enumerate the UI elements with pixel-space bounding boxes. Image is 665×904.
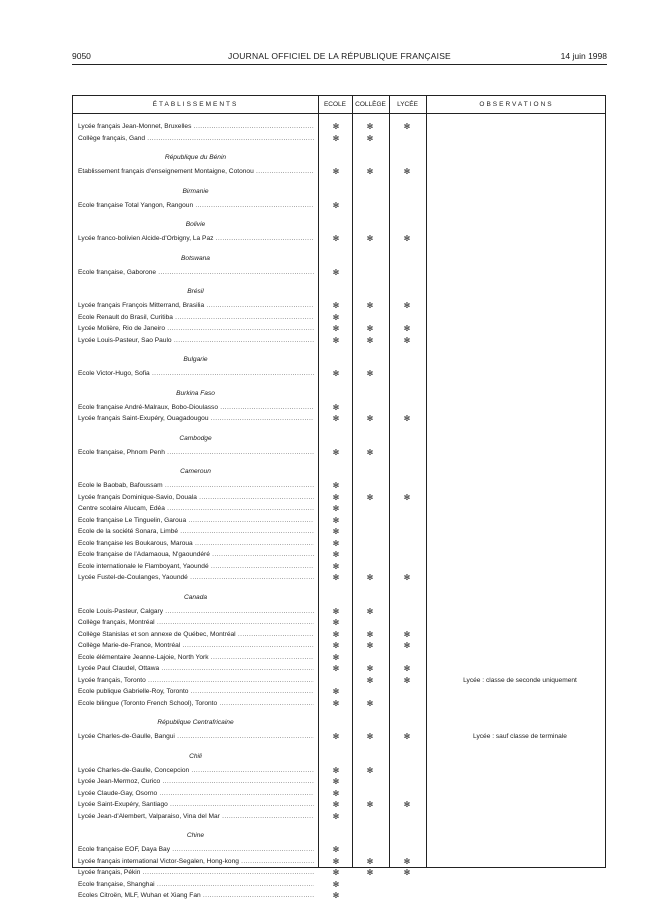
establishment-name: Collège Marie-de-France, Montréal ..... xyxy=(78,642,314,649)
establishment-name: Lycée français Dominique-Savio, Douala ..... xyxy=(78,494,314,501)
country-name: Brésil xyxy=(187,288,204,295)
lycee-mark: ✻ xyxy=(403,234,411,243)
lycee-mark: ✻ xyxy=(403,629,411,639)
ecole-mark: ✻ xyxy=(332,641,340,650)
col-header-college: COLLÈGE xyxy=(355,101,386,108)
country-heading xyxy=(73,589,605,607)
establishment-name: Ecole internationale le Flamboyant, Yaoundé ..... xyxy=(78,563,314,570)
country-name: Cameroun xyxy=(180,468,211,475)
table-body xyxy=(73,123,605,904)
country-heading xyxy=(73,149,605,167)
college-mark: ✻ xyxy=(366,133,374,143)
establishment-name: Ecoles Citroën, MLF, Wuhan et Xiang Fan ..... xyxy=(78,892,314,899)
country-heading xyxy=(73,827,605,845)
country-name: Canada xyxy=(183,593,208,601)
table-row xyxy=(73,269,605,281)
table-row xyxy=(73,700,605,712)
establishment-name: Lycée franco-bolivien Alcide-d'Orbigny, La Paz ..... xyxy=(78,235,314,242)
journal-title: JOURNAL OFFICIEL DE LA RÉPUBLIQUE FRANÇAISE xyxy=(228,51,451,61)
establishment-name: Ecole Renault do Brasil, Curitiba ..... xyxy=(78,314,314,321)
col-header-observations: OBSERVATIONS xyxy=(479,101,554,108)
lycee-mark: ✻ xyxy=(403,301,411,310)
country-heading xyxy=(73,216,605,234)
country-heading xyxy=(73,250,605,268)
college-mark: ✻ xyxy=(366,732,374,741)
establishment-name: Lycée Molière, Rio de Janeiro ..... xyxy=(78,325,314,332)
lycee-mark: ✻ xyxy=(403,641,411,650)
ecole-mark: ✻ xyxy=(332,414,340,423)
establishment-name: Ecole française Le Tinguelin, Garoua ..... xyxy=(78,517,314,524)
lycee-mark: ✻ xyxy=(403,335,411,345)
ecole-mark: ✻ xyxy=(332,788,340,798)
ecole-mark: ✻ xyxy=(332,312,340,322)
ecole-mark: ✻ xyxy=(332,447,340,457)
establishment-name: Etablissement français d'enseignement Montaigne, Cotonou ..... xyxy=(78,168,314,175)
establishment-name: Ecole française Total Yangon, Rangoun ..... xyxy=(78,202,314,209)
ecole-mark: ✻ xyxy=(332,538,340,548)
country-heading xyxy=(73,183,605,201)
establishment-name: Lycée Claude-Gay, Osorno ..... xyxy=(78,790,314,797)
establishment-name: Collège français, Montréal ..... xyxy=(78,619,314,626)
establishment-name: Ecole publique Gabrielle-Roy, Toronto ..... xyxy=(78,688,314,695)
country-heading xyxy=(73,714,605,732)
college-mark: ✻ xyxy=(366,868,374,877)
header-row-divider xyxy=(73,113,605,114)
country-name: République Centrafricaine xyxy=(157,719,234,726)
table-row xyxy=(73,665,605,677)
publication-date: 14 juin 1998 xyxy=(560,51,607,61)
ecole-mark: ✻ xyxy=(332,550,340,559)
country-name: Birmanie xyxy=(182,187,209,195)
establishment-name: Lycée Saint-Exupéry, Santiago ..... xyxy=(78,801,314,808)
country-heading xyxy=(73,430,605,448)
college-mark: ✻ xyxy=(366,301,374,310)
ecole-mark: ✻ xyxy=(332,629,340,639)
ecole-mark: ✻ xyxy=(332,856,340,866)
country-heading xyxy=(73,748,605,766)
ecole-mark: ✻ xyxy=(332,167,340,176)
table-row xyxy=(73,733,605,745)
establishment-name: Lycée français François Mitterrand, Brasilia ..... xyxy=(78,302,314,309)
header-rule xyxy=(72,64,607,65)
lycee-mark: ✻ xyxy=(403,856,411,866)
college-mark: ✻ xyxy=(366,629,374,639)
country-heading xyxy=(73,385,605,403)
establishment-name: Lycée français Jean-Monnet, Bruxelles ..... xyxy=(78,123,314,130)
college-mark: ✻ xyxy=(366,664,374,673)
establishment-name: Lycée français Saint-Exupéry, Ouagadougou ..... xyxy=(78,415,314,422)
col-header-lycee: LYCÉE xyxy=(397,101,418,108)
country-heading xyxy=(73,283,605,301)
college-mark: ✻ xyxy=(366,234,374,243)
ecole-mark: ✻ xyxy=(332,234,340,243)
establishment-name: Ecole bilingue (Toronto French School), Toronto ..... xyxy=(78,700,314,707)
college-mark: ✻ xyxy=(366,606,374,616)
establishment-name: Lycée Charles-de-Gaulle, Concepcion ..... xyxy=(78,767,314,774)
establishment-name: Lycée Charles-de-Gaulle, Bangui ..... xyxy=(78,733,314,740)
ecole-mark: ✻ xyxy=(332,527,340,536)
establishment-name: Lycée Jean-d'Alembert, Valparaiso, Vina del Mar ..... xyxy=(78,813,314,820)
ecole-mark: ✻ xyxy=(332,200,340,210)
establishment-name: Centre scolaire Alucam, Edéa ..... xyxy=(78,505,314,512)
establishment-name: Lycée Fustel-de-Coulanges, Yaoundé ..... xyxy=(78,574,314,581)
lycee-mark: ✻ xyxy=(403,868,411,877)
ecole-mark: ✻ xyxy=(332,573,340,582)
ecole-mark: ✻ xyxy=(332,800,340,809)
establishment-name: Ecole française, Gaborone ..... xyxy=(78,269,314,276)
ecole-mark: ✻ xyxy=(332,481,340,490)
table-row xyxy=(73,370,605,382)
establishment-name: Ecole le Baobab, Bafoussam ..... xyxy=(78,482,314,489)
ecole-mark: ✻ xyxy=(332,369,340,378)
country-name: République du Bénin xyxy=(164,154,227,161)
ecole-mark: ✻ xyxy=(332,618,340,627)
establishment-name: Lycée français, Toronto ..... xyxy=(78,677,314,684)
table-row xyxy=(73,574,605,586)
lycee-mark: ✻ xyxy=(403,324,411,333)
college-mark: ✻ xyxy=(366,122,374,131)
establishment-name: Collège français, Gand ..... xyxy=(78,135,314,142)
ecole-mark: ✻ xyxy=(332,267,340,277)
college-mark: ✻ xyxy=(366,698,374,708)
table-row xyxy=(73,202,605,214)
establishment-name: Ecole Louis-Pasteur, Calgary ..... xyxy=(78,608,314,615)
ecole-mark: ✻ xyxy=(332,606,340,616)
college-mark: ✻ xyxy=(366,335,374,345)
table-row xyxy=(73,449,605,461)
ecole-mark: ✻ xyxy=(332,301,340,310)
lycee-mark: ✻ xyxy=(403,675,411,685)
establishment-name: Ecole française, Shanghai ..... xyxy=(78,881,314,888)
establishment-name: Ecole française André-Malraux, Bobo-Dioulasso ..... xyxy=(78,404,314,411)
country-name: Chili xyxy=(189,752,202,760)
college-mark: ✻ xyxy=(366,492,374,502)
table-row xyxy=(73,235,605,247)
establishment-name: Ecole élémentaire Jeanne-Lajoie, North York ..... xyxy=(78,654,314,661)
country-heading xyxy=(73,463,605,481)
country-name: Chine xyxy=(186,832,205,839)
college-mark: ✻ xyxy=(366,369,374,378)
country-name: Botswana xyxy=(181,254,210,262)
lycee-mark: ✻ xyxy=(403,800,411,809)
col-header-ecole: ECOLE xyxy=(323,101,347,108)
ecole-mark: ✻ xyxy=(332,732,340,741)
page-header xyxy=(72,51,607,65)
ecole-mark: ✻ xyxy=(332,891,340,900)
ecole-mark: ✻ xyxy=(332,133,340,143)
ecole-mark: ✻ xyxy=(332,335,340,345)
ecole-mark: ✻ xyxy=(332,492,340,502)
table-row xyxy=(73,168,605,180)
lycee-mark: ✻ xyxy=(403,573,411,582)
establishment-name: Lycée Louis-Pasteur, Sao Paulo ..... xyxy=(78,337,314,344)
college-mark: ✻ xyxy=(366,765,374,775)
ecole-mark: ✻ xyxy=(332,777,340,786)
country-name: Burkina Faso xyxy=(176,389,215,397)
college-mark: ✻ xyxy=(366,573,374,582)
college-mark: ✻ xyxy=(366,800,374,809)
page-number: 9050 xyxy=(72,51,91,61)
lycee-mark: ✻ xyxy=(403,122,411,131)
ecole-mark: ✻ xyxy=(332,504,340,513)
lycee-mark: ✻ xyxy=(403,732,411,741)
establishment-name: Ecole française de l'Adamaoua, N'gaoundéré ..... xyxy=(78,551,314,558)
college-mark: ✻ xyxy=(366,324,374,333)
col-header-etablissements: ÉTABLISSEMENTS xyxy=(152,101,239,108)
establishment-name: Lycée Jean-Mermoz, Curico ..... xyxy=(78,778,314,785)
country-name: Bulgarie xyxy=(183,356,208,363)
lycee-mark: ✻ xyxy=(403,492,411,502)
establishment-name: Lycée français, Pékin ..... xyxy=(78,869,314,876)
college-mark: ✻ xyxy=(366,856,374,866)
establishment-name: Lycée français international Victor-Segalen, Hong-kong ..... xyxy=(78,858,314,865)
ecole-mark: ✻ xyxy=(332,765,340,775)
ecole-mark: ✻ xyxy=(332,122,340,131)
ecole-mark: ✻ xyxy=(332,845,340,854)
country-heading xyxy=(73,351,605,369)
college-mark: ✻ xyxy=(366,414,374,423)
college-mark: ✻ xyxy=(366,167,374,176)
college-mark: ✻ xyxy=(366,641,374,650)
ecole-mark: ✻ xyxy=(332,868,340,877)
college-mark: ✻ xyxy=(366,675,374,685)
college-mark: ✻ xyxy=(366,447,374,457)
observation-note: Lycée : classe de seconde uniquement xyxy=(463,676,577,684)
table-row xyxy=(73,337,605,349)
establishment-name: Lycée Paul Claudel, Ottawa ..... xyxy=(78,665,314,672)
table-row xyxy=(73,813,605,825)
ecole-mark: ✻ xyxy=(332,402,340,412)
ecole-mark: ✻ xyxy=(332,561,340,571)
establishment-name: Ecole de la société Sonara, Limbé ..... xyxy=(78,528,314,535)
table-row xyxy=(73,135,605,147)
observation-note: Lycée : sauf classe de terminale xyxy=(473,733,567,740)
ecole-mark: ✻ xyxy=(332,652,340,662)
lycee-mark: ✻ xyxy=(403,664,411,673)
country-name: Cambodge xyxy=(179,434,212,442)
table-row xyxy=(73,415,605,427)
establishments-table xyxy=(72,95,606,900)
ecole-mark: ✻ xyxy=(332,515,340,525)
ecole-mark: ✻ xyxy=(332,698,340,708)
ecole-mark: ✻ xyxy=(332,811,340,821)
establishment-name: Ecole Victor-Hugo, Sofia ..... xyxy=(78,370,314,377)
establishment-name: Ecole française les Boukarous, Maroua ..... xyxy=(78,540,314,547)
country-name: Bolivie xyxy=(185,221,206,228)
ecole-mark: ✻ xyxy=(332,687,340,696)
lycee-mark: ✻ xyxy=(403,167,411,176)
ecole-mark: ✻ xyxy=(332,879,340,889)
ecole-mark: ✻ xyxy=(332,664,340,673)
table-row xyxy=(73,892,605,904)
establishment-name: Collège Stanislas et son annexe de Québec, Montréal ..... xyxy=(78,631,314,638)
ecole-mark: ✻ xyxy=(332,324,340,333)
lycee-mark: ✻ xyxy=(403,414,411,423)
establishment-name: Ecole française, Phnom Penh ..... xyxy=(78,449,314,456)
establishment-name: Ecole française EOF, Daya Bay ..... xyxy=(78,846,314,853)
